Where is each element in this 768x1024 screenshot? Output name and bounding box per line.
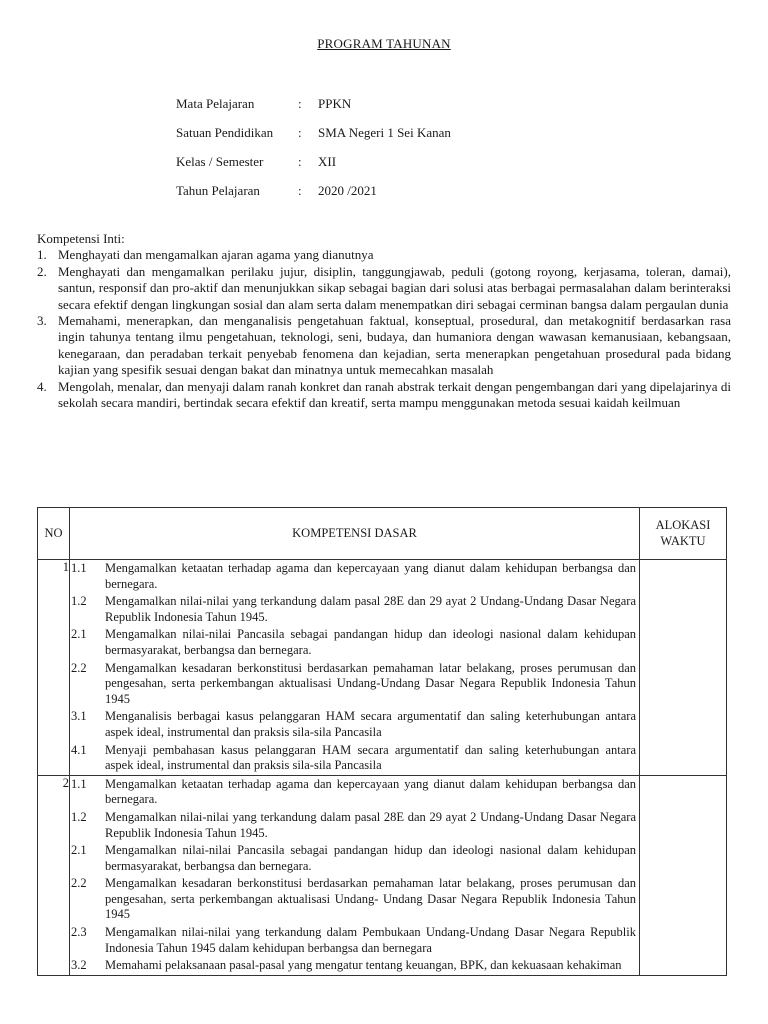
alokasi-cell	[640, 560, 727, 776]
kd-item	[70, 957, 639, 975]
header-kompetensi-dasar: KOMPETENSI DASAR	[70, 508, 640, 560]
kd-item	[70, 660, 639, 709]
kd-code: 1.1	[71, 776, 87, 791]
kd-text: Mengamalkan nilai-nilai yang terkandung dalam Pembukaan Undang-Undang Dasar Negara Republik Indonesia Tahun 1945 dalam kehidupan berbangsa dan bernegara	[105, 925, 636, 955]
identity-colon: :	[298, 154, 302, 169]
list-item	[37, 379, 731, 412]
kompetensi-inti-list	[37, 247, 731, 411]
kd-text: Mengamalkan nilai-nilai Pancasila sebagai pandangan hidup dan ideologi nasional dalam kehidupan bermasyarakat, berbangsa dan bernegara.	[105, 843, 636, 873]
list-item	[37, 264, 731, 313]
identity-colon: :	[298, 125, 302, 140]
kompetensi-dasar-table	[37, 507, 727, 976]
list-text: Menghayati dan mengamalkan ajaran agama yang dianutnya	[58, 247, 374, 263]
header-no: NO	[38, 508, 70, 560]
alokasi-cell	[640, 775, 727, 975]
identity-value: PPKN	[318, 96, 352, 111]
kd-text: Mengamalkan ketaatan terhadap agama dan kepercayaan yang dianut dalam kehidupan berbangsa dan bernegara.	[105, 776, 636, 807]
list-number: 4.	[37, 378, 47, 394]
kd-code: 2.3	[71, 925, 87, 940]
kd-code: 2.1	[71, 627, 87, 642]
kd-cell	[70, 560, 640, 776]
list-number: 3.	[37, 313, 47, 329]
list-text: Memahami, menerapkan, dan menganalisis pengetahuan faktual, konseptual, prosedural, dan metakognitif berdasarkan rasa ingin tahunya tentang ilmu pengetahuan, teknologi, seni, budaya, dan humaniora dengan wawasan kemanusiaan, kebangsaan, kenegaraan, dan peradaban terkait penyebab fenomena dan kejadian, serta menerapkan pengetahuan prosedural pada bidang kajian yang spesifik sesuai dengan bakat dan minatnya untuk memecahkan masalah	[58, 313, 731, 378]
kd-text: Mengamalkan nilai-nilai yang terkandung dalam pasal 28E dan 29 ayat 2 Undang-Undang Dasar Negara Republik Indonesia Tahun 1945.	[105, 809, 636, 840]
list-text: Mengolah, menalar, dan menyaji dalam ranah konkret dan ranah abstrak terkait dengan pengembangan dari yang dipelajarinya di sekolah secara mandiri, bertindak secara efektif dan kreatif, serta mampu menggunakan metoda sesuai kaidah keilmuan	[58, 378, 731, 411]
list-item	[37, 247, 731, 263]
kd-text: Mengamalkan ketaatan terhadap agama dan kepercayaan yang dianut dalam kehidupan berbangsa dan bernegara.	[105, 561, 636, 591]
identity-row-year	[176, 183, 451, 212]
row-number: 1	[38, 560, 70, 776]
identity-label: Kelas / Semester	[176, 154, 264, 169]
identity-value: XII	[318, 154, 337, 169]
kd-code: 1.2	[71, 594, 87, 609]
kd-text: Mengamalkan kesadaran berkonstitusi berdasarkan pemahaman latar belakang, proses perumusan dan pengesahan, serta perkembangan aktualisasi Undang- Undang Dasar Negara Republik Indonesia Tahun 1945	[105, 876, 636, 922]
identity-colon: :	[298, 183, 302, 198]
kd-text: Menyaji pembahasan kasus pelanggaran HAM secara argumentatif dan saling keterhubungan antara aspek ideal, instrumental dan praksis sila-sila Pancasila	[105, 742, 636, 773]
kd-code: 3.1	[71, 709, 87, 724]
kd-code: 2.2	[71, 876, 87, 891]
kd-item	[70, 924, 639, 957]
identity-block	[176, 96, 451, 212]
table-row	[38, 775, 727, 975]
kd-text: Mengamalkan nilai-nilai Pancasila sebagai pandangan hidup dan ideologi nasional dalam kehidupan bermasyarakat, berbangsa dan bernegara.	[105, 627, 636, 657]
kd-text: Menganalisis berbagai kasus pelanggaran HAM secara argumentatif dan saling keterhubungan antara aspek ideal, instrumental dan praksis sila-sila Pancasila	[105, 709, 636, 739]
kompetensi-inti-heading: Kompetensi Inti:	[37, 231, 125, 246]
identity-label: Tahun Pelajaran	[176, 183, 260, 198]
kd-code: 4.1	[71, 742, 87, 757]
identity-colon: :	[298, 96, 302, 111]
kd-code: 2.1	[71, 843, 87, 858]
kd-text: Mengamalkan kesadaran berkonstitusi berdasarkan pemahaman latar belakang, proses perumusan dan pengesahan, serta perkembangan aktualisasi Undang-Undang Dasar Negara Republik Indonesia Tahun 1945	[105, 660, 636, 706]
list-number: 1.	[37, 247, 47, 263]
identity-label: Satuan Pendidikan	[176, 125, 274, 140]
kd-text: Memahami pelaksanaan pasal-pasal yang mengatur tentang keuangan, BPK, dan kekuasaan kehakiman	[105, 958, 622, 973]
kd-item	[70, 842, 639, 875]
kd-code: 1.1	[71, 561, 87, 575]
kd-item	[70, 776, 639, 809]
document-title: PROGRAM TAHUNAN	[317, 36, 451, 51]
kompetensi-inti-section	[37, 231, 731, 411]
kd-item	[70, 626, 639, 659]
header-alokasi-waktu: ALOKASI WAKTU	[640, 508, 727, 560]
identity-row-class	[176, 154, 451, 183]
kd-cell	[70, 775, 640, 975]
kd-code: 3.2	[71, 958, 87, 973]
identity-value: 2020 /2021	[318, 183, 377, 198]
kd-code: 1.2	[71, 809, 87, 824]
identity-row-subject	[176, 96, 451, 125]
list-item	[37, 313, 731, 379]
kd-text: Mengamalkan nilai-nilai yang terkandung dalam pasal 28E dan 29 ayat 2 Undang-Undang Dasar Negara Republik Indonesia Tahun 1945.	[105, 594, 636, 624]
identity-row-school	[176, 125, 451, 154]
table-header-row	[38, 508, 727, 560]
row-number: 2	[38, 775, 70, 975]
kd-item	[70, 560, 639, 593]
kd-code: 2.2	[71, 660, 87, 675]
kd-item	[70, 875, 639, 924]
kd-item	[70, 593, 639, 626]
kd-item	[70, 742, 639, 775]
identity-label: Mata Pelajaran	[176, 96, 255, 111]
table-row	[38, 560, 727, 776]
kd-item	[70, 708, 639, 741]
list-text: Menghayati dan mengamalkan perilaku jujur, disiplin, tanggungjawab, peduli (gotong royong, kerjasama, toleran, damai), santun, responsif dan pro-aktif dan menunjukkan sikap sebagai bagian dari solusi atas berbagai permasalahan dalam berinteraksi secara efektif dengan lingkungan sosial dan alam serta dalam menempatkan diri sebagai cerminan bangsa dalam pergaulan dunia	[58, 263, 731, 312]
list-number: 2.	[37, 263, 47, 279]
kd-item	[70, 809, 639, 842]
identity-value: SMA Negeri 1 Sei Kanan	[318, 125, 451, 140]
